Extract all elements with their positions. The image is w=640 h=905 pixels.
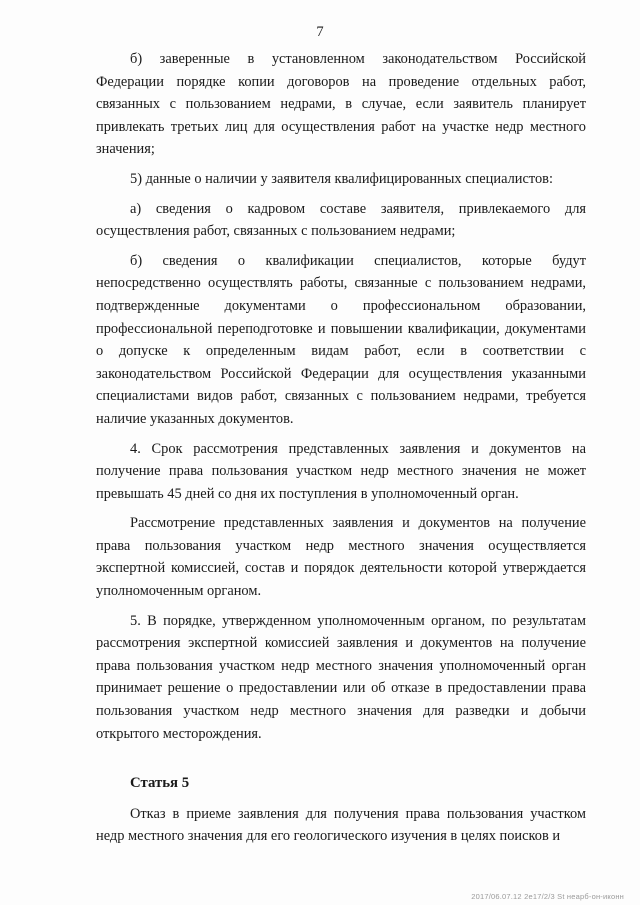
document-body [96, 48, 586, 855]
paragraph-5b-qualification: б) сведения о квалификации специалистов, которые будут непосредственно осуществлять работы, связанные с пользованием недрами, подтвержденные документами о профессиональном образовании, профессиональной переподготовке и повышении квалификации, документами о допуске к определенным видам работ, если в соответствии с законодательством Российской Федерации для осуществления указанными специалистами видов работ, связанных с пользованием недрами, требуется наличие указанных документов. [96, 252, 586, 427]
paragraph-6b-contract-copies: б) заверенные в установленном законодательством Российской Федерации порядке копии договоров на проведение отдельных работ, связанных с пользованием недрами, в случае, если заявитель планирует привлекать третьих лиц для осуществления работ на участке недр местного значения; [96, 51, 586, 158]
paragraph-article-5-refusal: Отказ в приеме заявления для получения права пользования участком недр местного значения для его геологического изучения в целях поисков и [96, 805, 586, 845]
paragraph-5-decision: 5. В порядке, утвержденном уполномоченным органом, по результатам рассмотрения экспертной комиссией заявления и документов на получение права пользования участком недр местного значения уполномоченный орган принимает решение о предоставлении или об отказе в предоставлении права пользования участком недр местного значения для разведки и добычи открытого месторождения. [96, 612, 586, 742]
paragraph-5-specialists: 5) данные о наличии у заявителя квалифицированных специалистов: [130, 170, 553, 187]
paragraph-5a-staff: а) сведения о кадровом составе заявителя, привлекаемого для осуществления работ, связанных с пользованием недрами; [96, 200, 586, 240]
paragraph-4-review-term: 4. Срок рассмотрения представленных заявления и документов на получение права пользования участком недр местного значения не может превышать 45 дней со дня их поступления в уполномоченный орган. [96, 440, 586, 502]
footer-stamp: 2017/06.07.12 2e17/2/3 St неарб-он-иконн [471, 892, 624, 901]
page-number: 7 [316, 24, 324, 40]
article-heading: Статья 5 [130, 775, 190, 792]
paragraph-expert-commission: Рассмотрение представленных заявления и документов на получение права пользования участком недр местного значения осуществляется экспертной комиссией, состав и порядок деятельности которой утверждается уполномоченным органом. [96, 515, 586, 600]
